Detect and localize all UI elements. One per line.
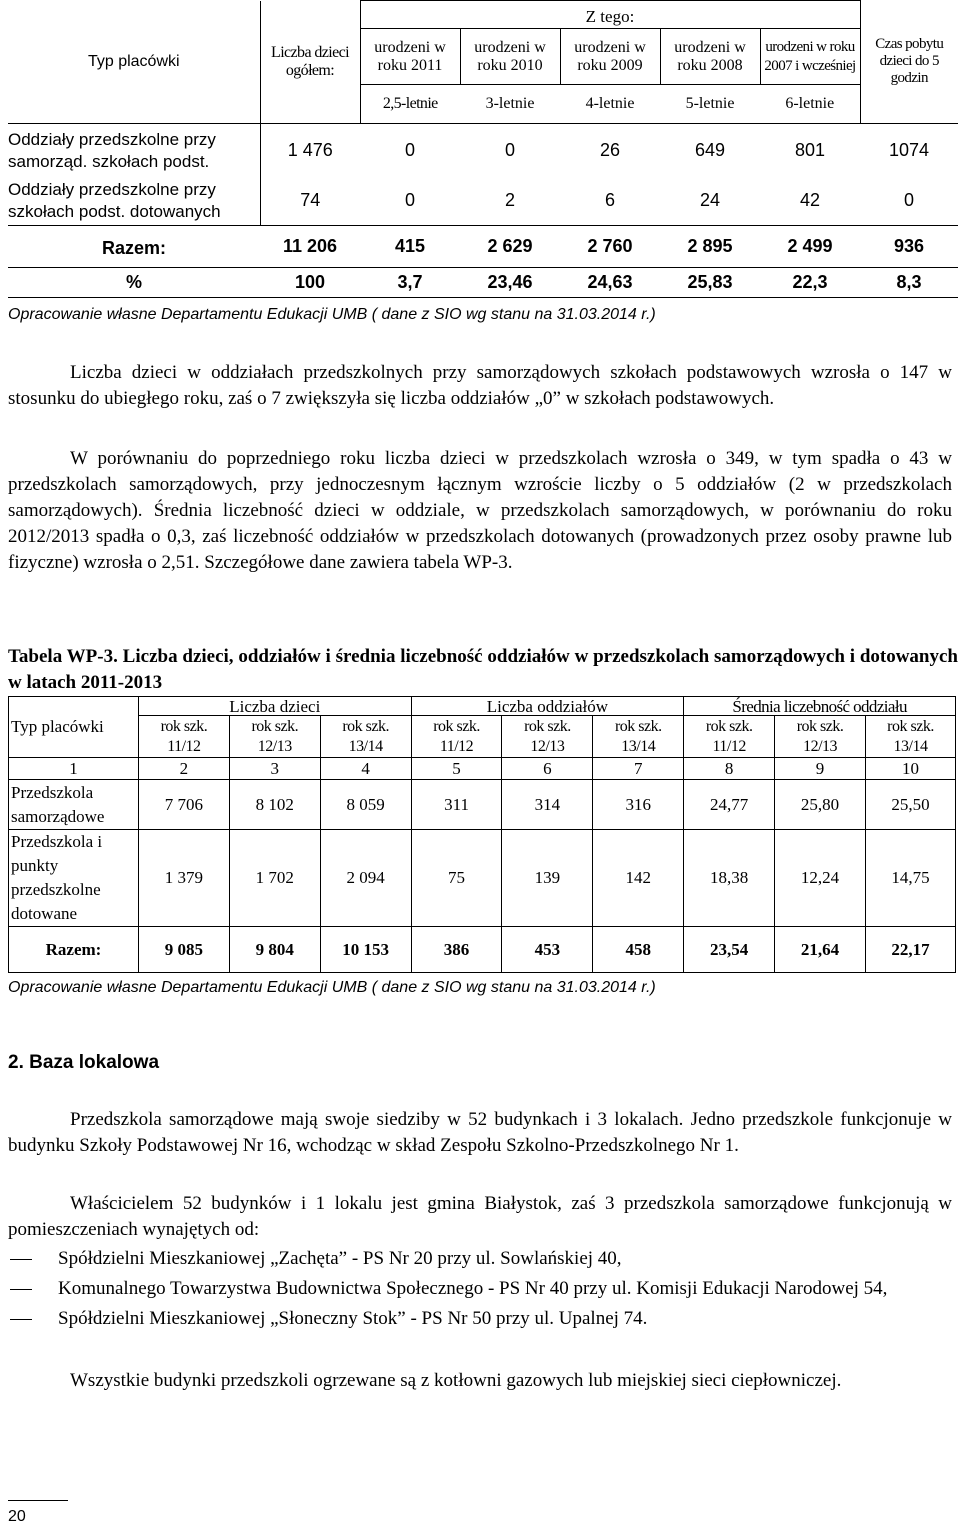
age-label-1: 2,5-letnie — [360, 85, 460, 123]
table2-caption — [8, 644, 958, 696]
list-item-text: Spółdzielni Mieszkaniowej „Słoneczny Stok” - PS Nr 50 przy ul. Upalnej 74. — [58, 1308, 648, 1329]
table-cell: 314 — [502, 780, 593, 830]
year-value: 13/14 — [893, 737, 928, 755]
column-number: 3 — [229, 758, 320, 780]
list-item — [8, 1306, 952, 1332]
year-value: 11/12 — [712, 737, 746, 755]
table-cell: 8,3 — [860, 267, 958, 297]
table-cell: 2 499 — [760, 225, 860, 267]
paragraph-4-text: Właścicielem 52 budynków i 1 lokalu jest gmina Białystok, zaś 3 przedszkola samorządowe funkcjonują w pomieszczeniach wynajętych od: — [8, 1193, 952, 1240]
year-prefix: rok szk. — [160, 717, 208, 735]
row-label: Oddziały przedszkolne przy samorząd. szkołach podst. — [8, 123, 260, 177]
t2-year-header — [502, 716, 593, 758]
column-number: 1 — [9, 758, 139, 780]
t2-year-header — [229, 716, 320, 758]
column-number: 10 — [865, 758, 955, 780]
table-cell: 14,75 — [865, 830, 955, 927]
table-cell: 801 — [760, 123, 860, 177]
table-cell: 415 — [360, 225, 460, 267]
table-cell: 1 476 — [260, 123, 360, 177]
table-cell: 26 — [560, 123, 660, 177]
age-label-5: 6-letnie — [760, 85, 860, 123]
t2-group-children: Liczba dzieci — [138, 697, 411, 716]
table-cell: 23,46 — [460, 267, 560, 297]
year-prefix: rok szk. — [796, 717, 844, 735]
header-type: Typ placówki — [8, 1, 260, 124]
year-value: 11/12 — [167, 737, 201, 755]
paragraph-1 — [8, 360, 952, 412]
table2-caption-text: Tabela WP-3. Liczba dzieci, oddziałów i średnia liczebność oddziałów w przedszkolach samorządowych i dotowanych w latach 2011-2013 — [8, 646, 958, 693]
table-cell: 9 085 — [138, 927, 229, 973]
row-label: Przedszkola i punkty przedszkolne dotowane — [9, 830, 139, 927]
table-cell: 10 153 — [320, 927, 411, 973]
header-2011: urodzeni w roku 2011 — [360, 29, 460, 85]
year-prefix: rok szk. — [705, 717, 753, 735]
row-label: Przedszkola samorządowe — [9, 780, 139, 830]
year-value: 12/13 — [530, 737, 565, 755]
table-cell: 0 — [360, 123, 460, 177]
footer-divider — [8, 1500, 68, 1501]
table-cell: 24 — [699, 190, 721, 211]
paragraph-2-text: W porównaniu do poprzedniego roku liczba dzieci w przedszkolach wzrosła o 349, w tym spadła o 43 w przedszkolach samorządowych, przy jednoczesnym łącznym wzroście liczby o 5 oddziałów (2 w przedszkolach samorządowych). Średnia liczebność dzieci w oddziale, w przedszkolach samorządowych, w porównaniu do roku 2012/2013 spadła o 0,3, zaś liczebność oddziałów w przedszkolach dotowanych (prowadzonych przez osoby prawne lub fizyczne) wzrosła o 2,51. Szczegółowe dane zawiera tabela WP-3. — [8, 448, 952, 573]
table-cell: 1 379 — [138, 830, 229, 927]
table-row — [9, 780, 956, 830]
total-row — [8, 225, 958, 267]
age-label-3: 4-letnie — [560, 85, 660, 123]
table-row — [9, 830, 956, 927]
t2-number-row — [9, 758, 956, 780]
table-cell: 24,63 — [560, 267, 660, 297]
paragraph-5-text: Wszystkie budynki przedszkoli ogrzewane są z kotłowni gazowych lub miejskiej sieci ciepłowniczej. — [70, 1370, 842, 1391]
paragraph-1-text: Liczba dzieci w oddziałach przedszkolnych przy samorządowych szkołach podstawowych wzrosła o 147 w stosunku do ubiegłego roku, zaś o 7 zwiększyła się liczba oddziałów „0” w szkołach podstawowych. — [8, 362, 952, 409]
table-cell: 22,3 — [760, 267, 860, 297]
year-value: 13/14 — [621, 737, 656, 755]
table-cell: 23,54 — [684, 927, 775, 973]
t2-year-header — [593, 716, 684, 758]
paragraph-2 — [8, 446, 952, 576]
page-number: 20 — [8, 1508, 26, 1525]
table-cell: 2 629 — [460, 225, 560, 267]
table-cell: 2 094 — [320, 830, 411, 927]
table-cell: 0 — [903, 190, 914, 211]
table-cell: 3,7 — [360, 267, 460, 297]
dash-bullet-icon — [10, 1289, 32, 1290]
paragraph-3 — [8, 1107, 952, 1159]
kindergartens-table — [8, 696, 956, 973]
table-cell: 24,77 — [684, 780, 775, 830]
list-item-text: Spółdzielni Mieszkaniowej „Zachęta” - PS Nr 20 przy ul. Sowlańskiej 40, — [58, 1248, 622, 1269]
t2-year-header — [865, 716, 955, 758]
column-number: 8 — [684, 758, 775, 780]
column-number: 9 — [775, 758, 866, 780]
column-number: 4 — [320, 758, 411, 780]
year-value: 11/12 — [439, 737, 474, 755]
table2-source-note: Opracowanie własne Departamentu Edukacji UMB ( dane z SIO wg stanu na 31.03.2014 r.) — [8, 979, 656, 996]
header-of-which: Z tego: — [360, 1, 860, 29]
total-row — [9, 927, 956, 973]
table-cell: 2 895 — [660, 225, 760, 267]
table-cell: 6 — [604, 190, 615, 211]
table-cell: 1 702 — [229, 830, 320, 927]
table-cell: 311 — [411, 780, 502, 830]
year-prefix: rok szk. — [342, 717, 389, 735]
table-cell: 100 — [260, 267, 360, 297]
table-cell: 453 — [502, 927, 593, 973]
total-label: Razem: — [8, 225, 260, 267]
year-value: 12/13 — [803, 737, 838, 755]
table-row — [8, 123, 958, 177]
list-item-text: Komunalnego Towarzystwa Budownictwa Społecznego - PS Nr 40 przy ul. Komisji Edukacji Narodowej 54, — [58, 1278, 888, 1299]
rented-premises-list — [8, 1246, 952, 1332]
table-cell: 8 102 — [229, 780, 320, 830]
table-cell: 12,24 — [775, 830, 866, 927]
table-cell: 386 — [411, 927, 502, 973]
paragraph-4 — [8, 1191, 952, 1243]
t2-year-header — [775, 716, 866, 758]
t2-year-header — [320, 716, 411, 758]
t2-year-header — [138, 716, 229, 758]
table-cell: 74 — [300, 190, 321, 211]
t2-year-header — [684, 716, 775, 758]
percent-label: % — [8, 267, 260, 297]
year-value: 13/14 — [348, 737, 383, 755]
t2-header-type: Typ placówki — [9, 697, 139, 758]
header-2007: urodzeni w roku 2007 i wcześniej — [764, 38, 856, 74]
table-cell: 1074 — [860, 123, 958, 177]
column-number: 6 — [502, 758, 593, 780]
year-prefix: rok szk. — [251, 717, 299, 735]
column-number: 5 — [411, 758, 502, 780]
dash-bullet-icon — [10, 1319, 32, 1320]
percent-row — [8, 267, 958, 297]
table-cell: 2 760 — [560, 225, 660, 267]
table-cell: 25,83 — [660, 267, 760, 297]
age-label-4: 5-letnie — [660, 85, 760, 123]
table-cell: 0 — [404, 190, 415, 211]
table-cell: 7 706 — [138, 780, 229, 830]
table-cell: 139 — [502, 830, 593, 927]
year-prefix: rok szk. — [614, 717, 662, 735]
header-2009: urodzeni w roku 2009 — [560, 29, 660, 85]
table-row — [8, 177, 958, 225]
list-item — [8, 1246, 952, 1272]
paragraph-5 — [8, 1368, 952, 1394]
table-cell: 22,17 — [865, 927, 955, 973]
table-cell: 142 — [593, 830, 684, 927]
age-label-2: 3-letnie — [460, 85, 560, 123]
table1-source-note: Opracowanie własne Departamentu Edukacji UMB ( dane z SIO wg stanu na 31.03.2014 r.) — [8, 306, 656, 323]
header-2010: urodzeni w roku 2010 — [460, 29, 560, 85]
year-prefix: rok szk. — [524, 717, 571, 735]
t2-group-units: Liczba oddziałów — [411, 697, 684, 716]
table-cell: 458 — [593, 927, 684, 973]
header-2008: urodzeni w roku 2008 — [660, 29, 760, 85]
column-number: 2 — [138, 758, 229, 780]
t2-group-average: Średnia liczebność oddziału — [684, 697, 956, 716]
table-cell: 936 — [860, 225, 958, 267]
list-item — [8, 1276, 952, 1302]
total-label: Razem: — [9, 927, 139, 973]
column-number: 7 — [593, 758, 684, 780]
table-cell: 42 — [799, 190, 821, 211]
header-hours: Czas pobytu dzieci do 5 godzin — [860, 1, 958, 124]
table-cell: 25,80 — [775, 780, 866, 830]
table-cell: 25,50 — [865, 780, 955, 830]
year-prefix: rok szk. — [433, 717, 480, 735]
table-cell: 18,38 — [684, 830, 775, 927]
table-cell: 649 — [660, 123, 760, 177]
table-cell: 11 206 — [260, 225, 360, 267]
table-cell: 8 059 — [320, 780, 411, 830]
table-cell: 9 804 — [229, 927, 320, 973]
paragraph-3-text: Przedszkola samorządowe mają swoje siedziby w 52 budynkach i 3 lokalach. Jedno przedszkole funkcjonuje w budynku Szkoły Podstawowej Nr 16, wchodząc w skład Zespołu Szkolno-Przedszkolnego Nr 1. — [8, 1109, 952, 1156]
section-title: 2. Baza lokalowa — [8, 1052, 160, 1073]
table-cell: 21,64 — [775, 927, 866, 973]
year-prefix: rok szk. — [887, 717, 934, 735]
row-label: Oddziały przedszkolne przy szkołach podst. dotowanych — [8, 177, 260, 225]
dash-bullet-icon — [10, 1259, 32, 1260]
children-age-table — [8, 0, 958, 298]
year-value: 12/13 — [257, 737, 292, 755]
table-cell: 2 — [504, 190, 515, 211]
table-cell: 75 — [411, 830, 502, 927]
header-total: Liczba dzieci ogółem: — [260, 1, 360, 124]
table-cell: 0 — [460, 123, 560, 177]
table-cell: 316 — [593, 780, 684, 830]
t2-year-header — [411, 716, 502, 758]
